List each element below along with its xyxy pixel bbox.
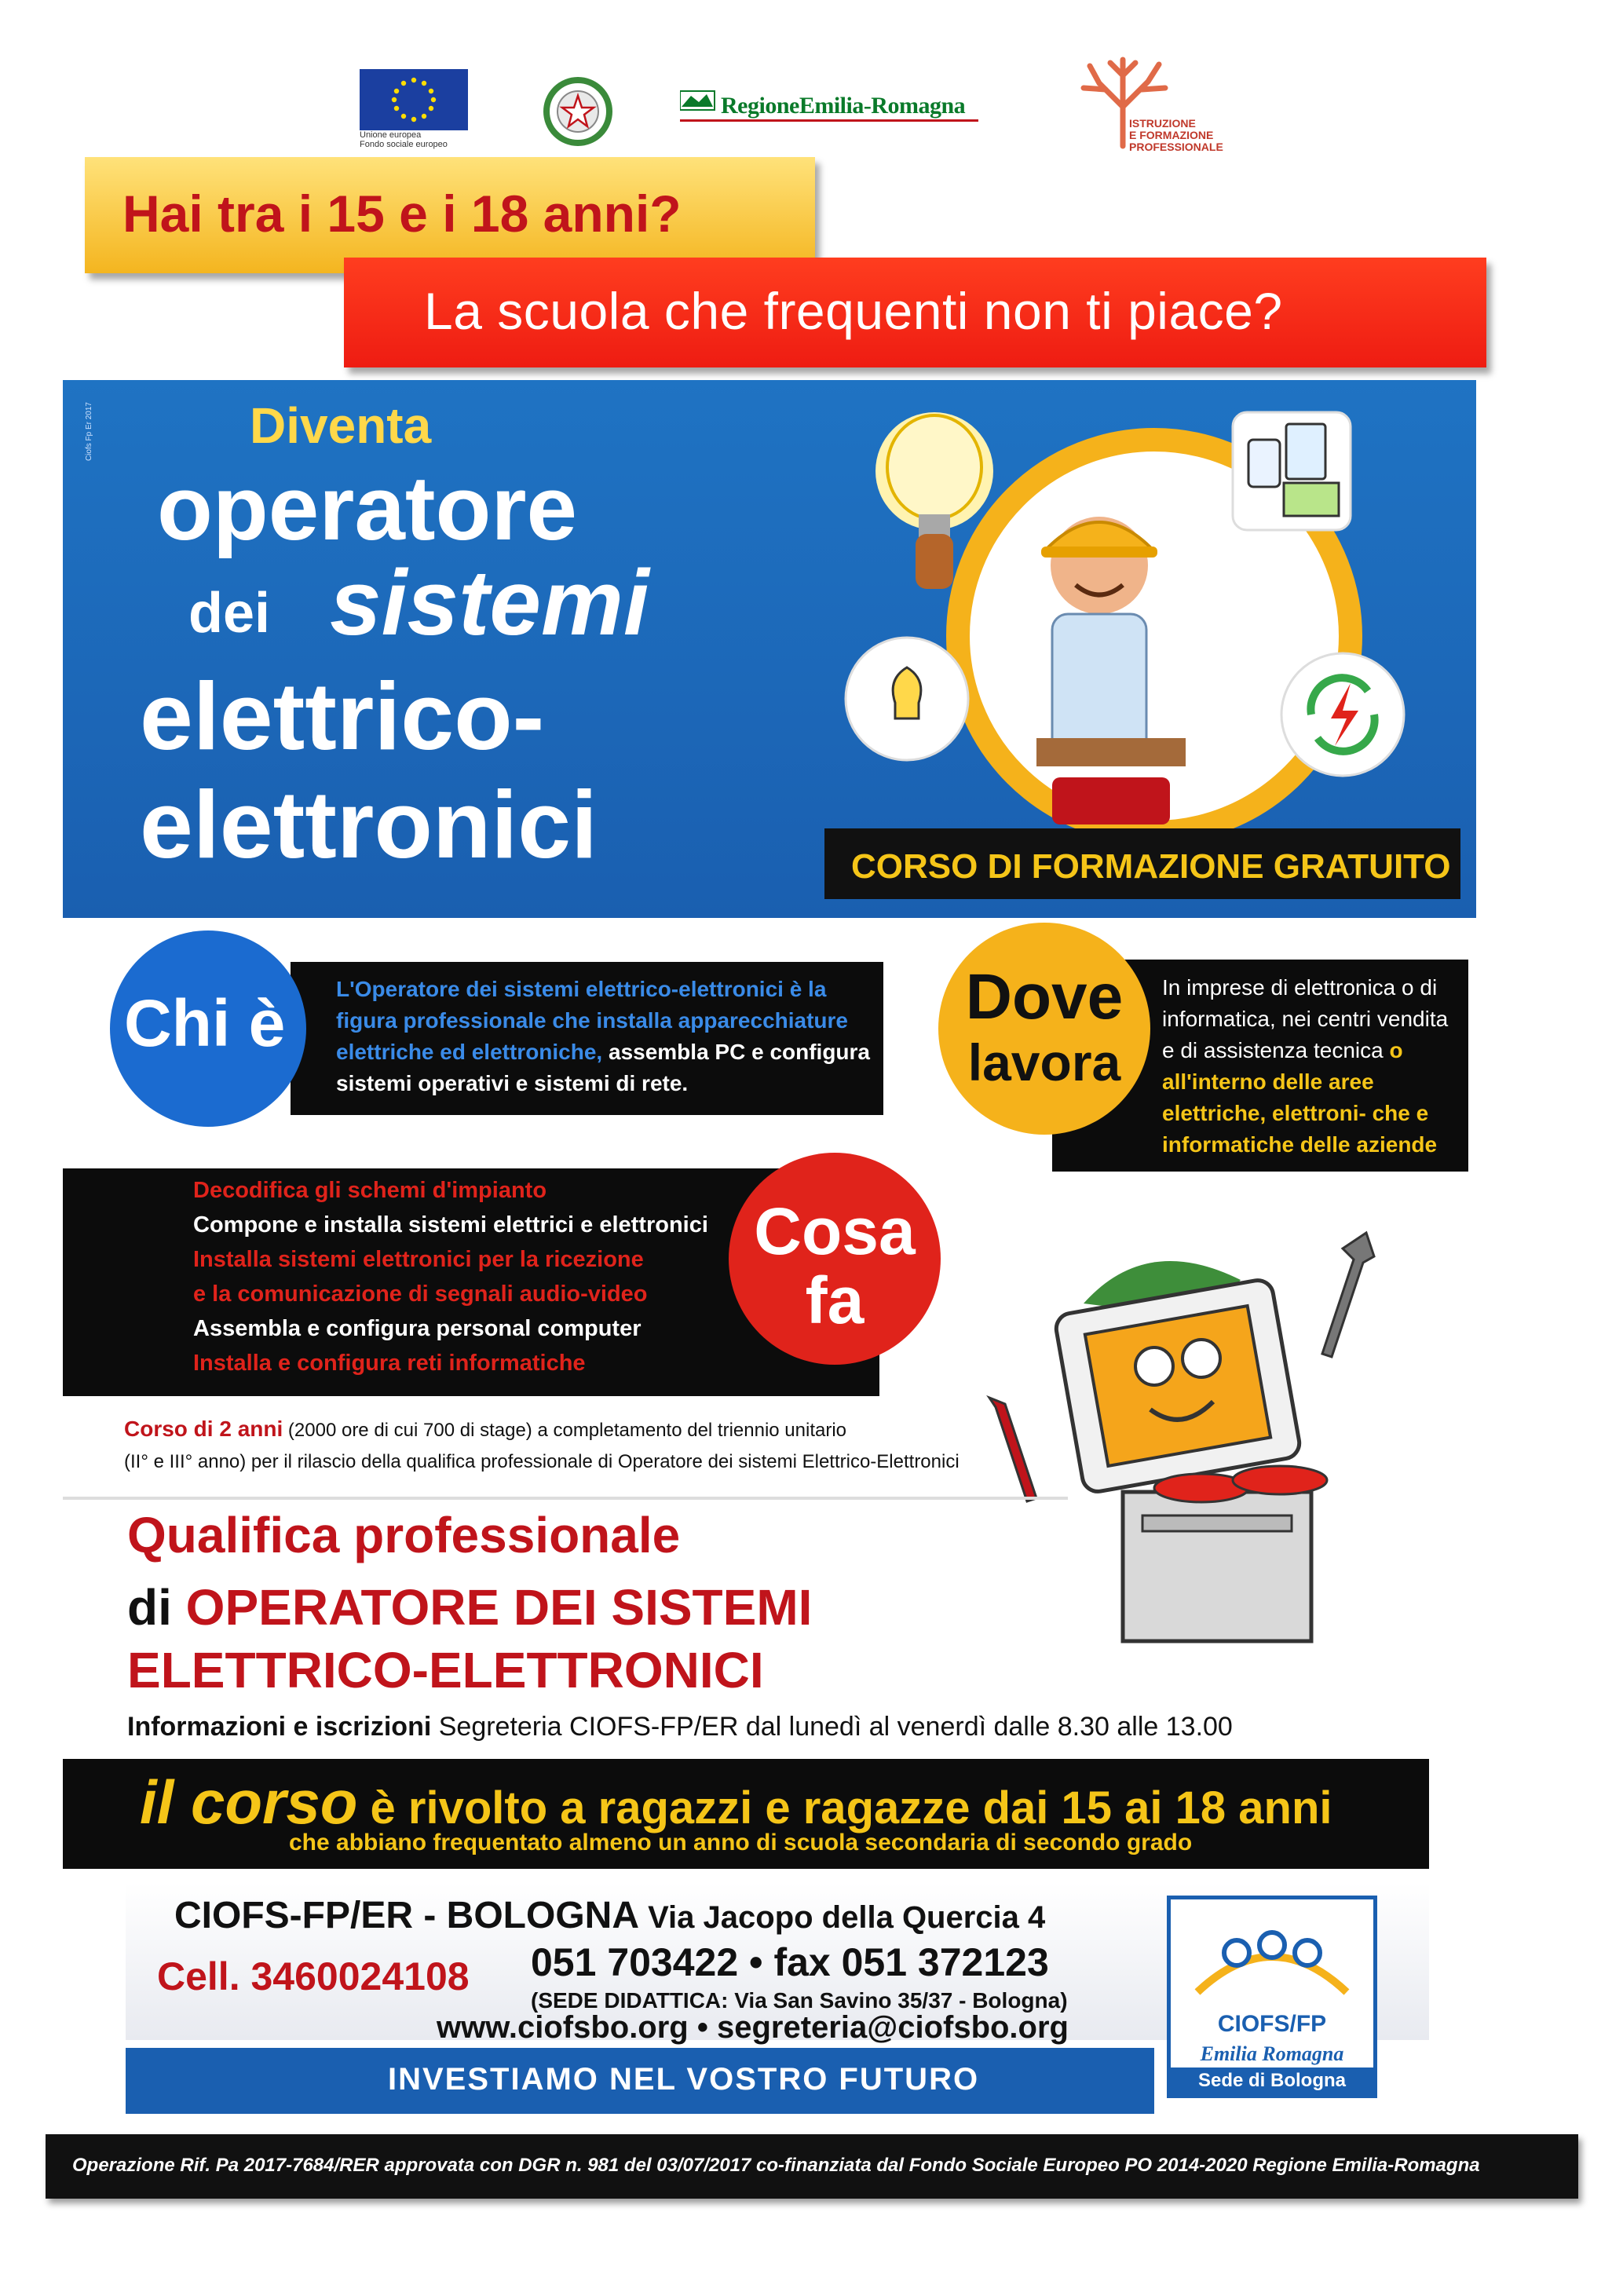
school-question-banner: [344, 258, 1486, 367]
qualifica-operatore: di OPERATORE DEI SISTEMI: [127, 1579, 813, 1636]
age-question-text: Hai tra i 15 e i 18 anni?: [122, 185, 682, 243]
list-item: e la comunicazione di segnali audio-video: [193, 1281, 648, 1307]
hero-operatore: operatore: [157, 457, 578, 559]
ciofs-logo-name: CIOFS/FP: [1217, 2011, 1327, 2037]
qualifica-elettrico: ELETTRICO-ELETTRONICI: [127, 1642, 764, 1698]
hero-elettrico: elettrico-: [140, 663, 545, 770]
slogan-bar: [126, 2048, 1154, 2114]
contact-phone-fax[interactable]: 051 703422 • fax 051 372123: [531, 1940, 1049, 1984]
chi-e-description: L'Operatore dei sistemi elettrico-elettronici è la figura professionale che installa apparecchiature elettriche ed elettroniche, assembla PC e configura sistemi operativi e sistemi di rete.: [336, 977, 871, 1095]
list-item: Compone e installa sistemi elettrici e elettronici: [193, 1212, 708, 1238]
footer-bar: [46, 2134, 1578, 2199]
ciofs-logo-sede: Sede di Bologna: [1171, 2067, 1373, 2094]
qualifica-title: Qualifica professionale: [127, 1507, 681, 1563]
footer-text: Operazione Rif. Pa 2017-7684/RER approvata con DGR n. 981 del 03/07/2017 co-finanziata dal Fondo Sociale Europeo PO 2014-2020 Regione Emilia-Romagna: [72, 2155, 1480, 2176]
print-code: Ciofs Fp Er 2017: [85, 402, 93, 462]
hero-sistemi: sistemi: [330, 551, 649, 655]
list-item: Assembla e configura personal computer: [193, 1316, 642, 1341]
hero-elettronici: elettronici: [140, 771, 598, 878]
chi-e-title: Chi è: [124, 986, 286, 1060]
chi-e-circle: [110, 930, 306, 1127]
contact-organization: CIOFS-FP/ER - BOLOGNA Via Jacopo della Quercia 4: [174, 1895, 1046, 1936]
eu-logo-caption: Unione europea Fondo sociale europeo: [360, 130, 448, 149]
ciofs-logo-region: Emilia Romagna: [1200, 2042, 1344, 2065]
age-question-banner: [85, 157, 815, 273]
hero-diventa: Diventa: [250, 397, 432, 454]
contact-sede-didattica: (SEDE DIDATTICA: Via San Savino 35/37 - Bologna): [531, 1988, 1068, 2013]
info-iscrizioni: Informazioni e iscrizioni Segreteria CIOFS-FP/ER dal lunedì al venerdì dalle 8.30 alle 13.00: [127, 1712, 1233, 1742]
list-item: Installa e configura reti informatiche: [193, 1351, 586, 1376]
ciofs-logo: [1167, 1896, 1377, 2098]
contact-web-email[interactable]: www.ciofsbo.org • segreteria@ciofsbo.org: [437, 2010, 1069, 2045]
iefp-label: ISTRUZIONE E FORMAZIONE PROFESSIONALE: [1129, 117, 1223, 153]
cosa-title-2: fa: [805, 1263, 865, 1337]
list-item: Decodifica gli schemi d'impianto: [193, 1178, 547, 1203]
course-duration: Corso di 2 anni (2000 ore di cui 700 di stage) a completamento del triennio unitario (II° e III° anno) per il rilascio della qualifica professionale di Operatore dei sistemi Elettrico-Elettronici: [124, 1417, 960, 1472]
dove-lavora-description: In imprese di elettronica o di informatica, nei centri vendita e di assistenza tecnica o all'interno delle aree elettriche, elettroni- che e informatiche delle aziende: [1162, 975, 1449, 1157]
school-question-text: La scuola che frequenti non ti piace?: [424, 282, 1283, 340]
slogan-text: INVESTIAMO NEL VOSTRO FUTURO: [388, 2062, 980, 2097]
target-audience-headline: il corso è rivolto a ragazzi e ragazze dai 15 ai 18 anni: [140, 1768, 1332, 1837]
italian-republic-emblem: [542, 75, 614, 146]
cosa-title-1: Cosa: [754, 1194, 916, 1268]
dove-title-2: lavora: [967, 1033, 1121, 1091]
corso-gratuito-box: [824, 828, 1460, 899]
divider: [63, 1497, 1068, 1500]
ciofs-arch-icon: [1190, 1914, 1354, 2008]
regione-emilia-romagna-label: RegioneEmilia-Romagna: [721, 93, 966, 119]
contact-cell-phone[interactable]: Cell. 3460024108: [157, 1954, 470, 1998]
list-item: Installa sistemi elettronici per la ricezione: [193, 1247, 644, 1272]
corso-gratuito-label: CORSO DI FORMAZIONE GRATUITO: [851, 847, 1451, 886]
dove-lavora-circle: [938, 923, 1150, 1135]
electrician-illustration: [840, 408, 1453, 848]
target-audience-subline: che abbiano frequentato almeno un anno di scuola secondaria di secondo grado: [289, 1830, 1193, 1855]
dove-title-1: Dove: [965, 961, 1124, 1033]
eu-flag-logo: [360, 69, 468, 130]
computer-mascot-illustration: [974, 1209, 1413, 1649]
hero-dei: dei: [188, 582, 271, 645]
cosa-fa-circle: [729, 1153, 941, 1365]
